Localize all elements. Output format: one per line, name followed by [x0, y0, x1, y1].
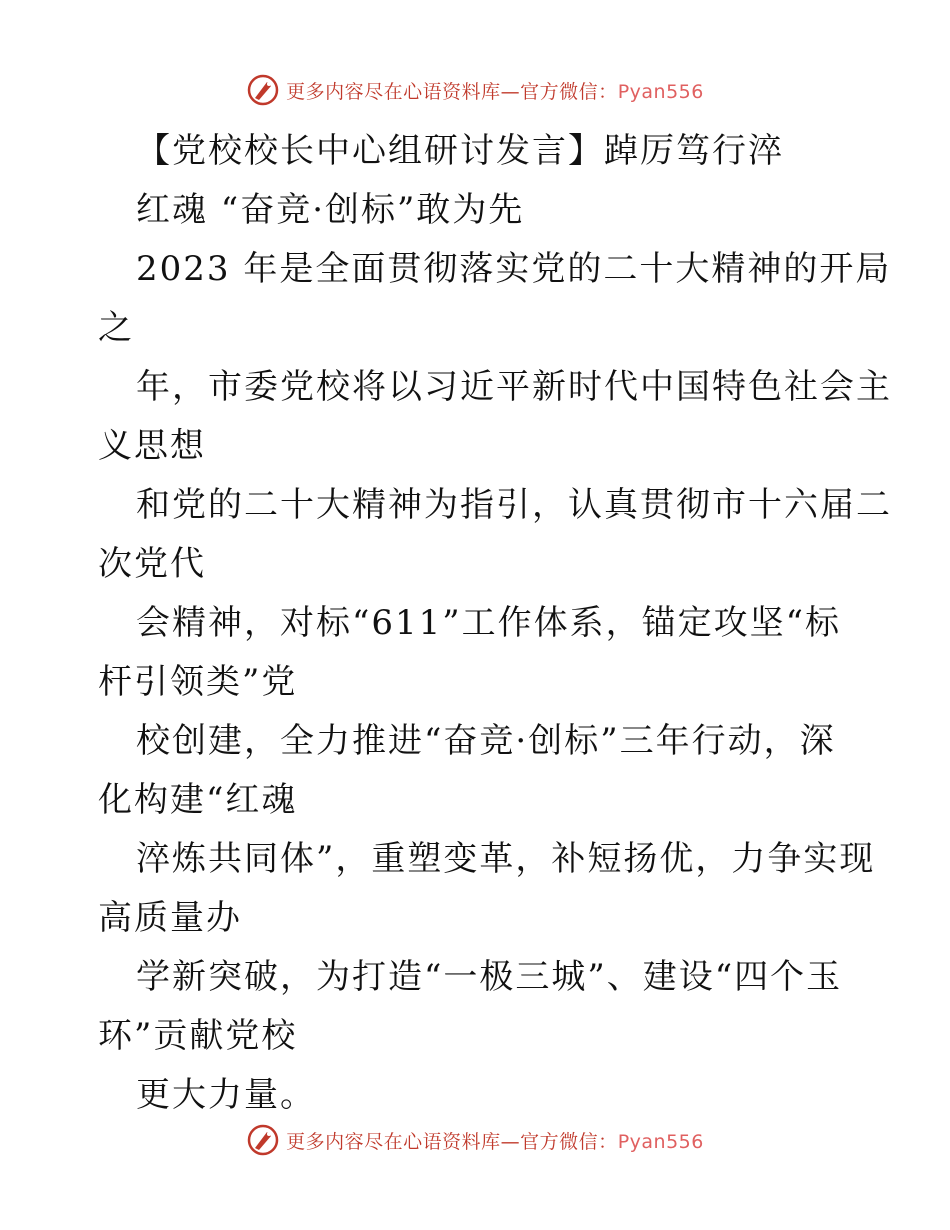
- document-line: 之: [98, 308, 134, 348]
- document-line: 会精神，对标“611”工作体系，锚定攻坚“标: [136, 603, 842, 643]
- document-line: 杆引领类”党: [98, 662, 298, 702]
- document-line: 学新突破，为打造“一极三城”、建设“四个玉: [136, 957, 843, 997]
- document-line: 【党校校长中心组研讨发言】踔厉笃行淬: [136, 131, 784, 171]
- footer-contact-id: Pyan556: [617, 1130, 704, 1153]
- document-line: 环”贡献党校: [98, 1016, 298, 1056]
- header-brand-text: 更多内容尽在心语资料库: [286, 80, 501, 103]
- header-watermark: [0, 70, 950, 110]
- pen-nib-logo-icon: [246, 1123, 280, 1157]
- document-line: 更大力量。: [136, 1075, 316, 1115]
- document-line: 次党代: [98, 544, 206, 584]
- document-line: 校创建，全力推进“奋竞·创标”三年行动，深: [136, 721, 836, 761]
- document-body: [98, 122, 892, 1125]
- footer-contact-label: 官方微信：: [520, 1130, 618, 1153]
- document-line: 和党的二十大精神为指引，认真贯彻市十六届二: [136, 485, 892, 525]
- footer-watermark: [0, 1120, 950, 1160]
- document-line: 义思想: [98, 426, 206, 466]
- document-line: 淬炼共同体”，重塑变革，补短扬优，力争实现: [136, 839, 876, 879]
- document-line: 2023 年是全面贯彻落实党的二十大精神的开局: [136, 249, 892, 289]
- document-line: 高质量办: [98, 898, 242, 938]
- footer-separator: —: [500, 1130, 521, 1153]
- footer-brand-text: 更多内容尽在心语资料库: [286, 1130, 501, 1153]
- header-separator: —: [500, 80, 521, 103]
- header-contact-label: 官方微信：: [520, 80, 618, 103]
- document-line: 化构建“红魂: [98, 780, 298, 820]
- pen-nib-logo-icon: [246, 73, 280, 107]
- document-line: 红魂 “奋竞·创标”敢为先: [136, 190, 525, 230]
- document-line: 年，市委党校将以习近平新时代中国特色社会主: [136, 367, 892, 407]
- header-contact-id: Pyan556: [617, 80, 704, 103]
